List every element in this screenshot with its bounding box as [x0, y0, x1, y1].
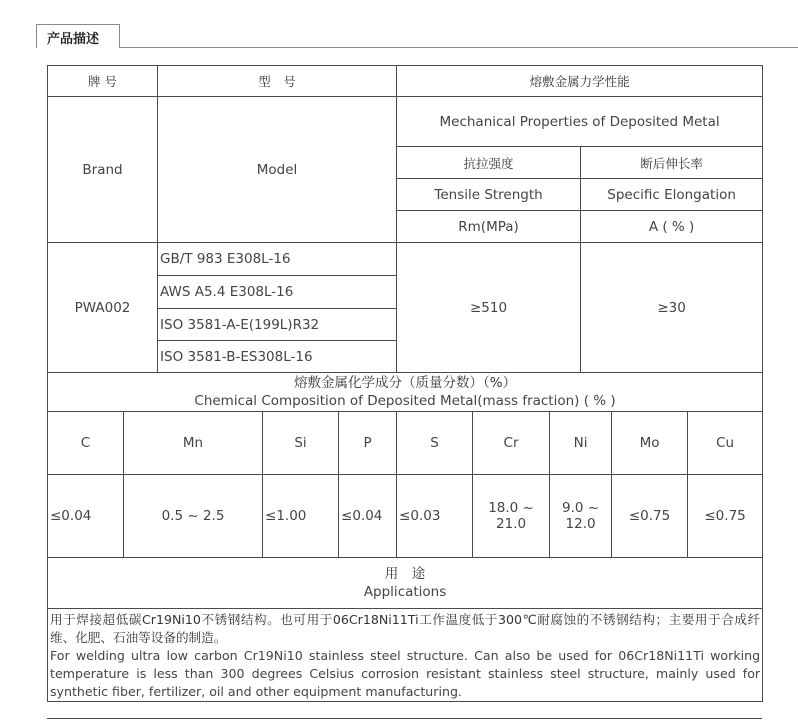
- header-elong-zh: 断后伸长率: [581, 147, 763, 179]
- element-value: ≤0.03: [397, 475, 473, 558]
- header-tensile-zh: 抗拉强度: [397, 147, 581, 179]
- header-brand-en: Brand: [48, 97, 158, 243]
- element-header: Ni: [550, 412, 612, 475]
- element-header: Si: [263, 412, 339, 475]
- model-cell-2: AWS A5.4 E308L-16: [158, 276, 397, 309]
- applications-title-zh: 用 途: [384, 566, 426, 582]
- chem-title-zh: 熔敷金属化学成分（质量分数）（%）: [294, 375, 517, 391]
- model-cell-4: ISO 3581-B-ES308L-16: [158, 341, 397, 373]
- chem-title: [48, 373, 763, 412]
- element-header: C: [48, 412, 124, 475]
- element-header: Cu: [688, 412, 763, 475]
- element-header: Mn: [124, 412, 263, 475]
- element-value: ≤0.75: [612, 475, 688, 558]
- model-cell-3: ISO 3581-A-E(199L)R32: [158, 309, 397, 341]
- header-props-zh: 熔敷金属力学性能: [397, 66, 763, 97]
- applications-title-en: Applications: [363, 584, 447, 600]
- elongation-value: ≥30: [581, 243, 763, 373]
- header-brand-zh: 牌 号: [48, 66, 158, 97]
- tab-divider: [120, 47, 798, 48]
- applications-text-zh: 用于焊接超低碳Cr19Ni10不锈钢结构。也可用于06Cr18Ni11Ti工作温度低于300℃耐腐蚀的不锈钢结构；主要用于合成纤维、化肥、石油等设备的制造。: [50, 612, 761, 645]
- header-model-zh: 型 号: [158, 66, 397, 97]
- spec-table-wrapper: [47, 65, 763, 702]
- brand-cell: PWA002: [48, 243, 158, 373]
- element-value: ≤1.00: [263, 475, 339, 558]
- header-tensile-en: Tensile Strength: [397, 179, 581, 211]
- element-header: P: [339, 412, 397, 475]
- header-tensile-unit: Rm(MPa): [397, 211, 581, 243]
- header-props-en: Mechanical Properties of Deposited Metal: [397, 97, 763, 147]
- spec-table: [47, 65, 763, 702]
- element-value: ≤0.04: [48, 475, 124, 558]
- element-value: ≤0.75: [688, 475, 763, 558]
- tab-product-description[interactable]: 产品描述: [36, 24, 120, 48]
- element-value: ≤0.04: [339, 475, 397, 558]
- chem-title-en: Chemical Composition of Deposited Metal(mass fraction) ( % ): [194, 393, 616, 409]
- applications-text: [48, 609, 763, 702]
- header-elong-en: Specific Elongation: [581, 179, 763, 211]
- bottom-rule: [47, 718, 762, 719]
- header-model-en: Model: [158, 97, 397, 243]
- header-elong-unit: A ( % ): [581, 211, 763, 243]
- element-value: 18.0 ~ 21.0: [473, 475, 550, 558]
- applications-title: [48, 558, 763, 609]
- section-tabbar: [36, 24, 798, 48]
- element-value: 9.0 ~ 12.0: [550, 475, 612, 558]
- element-header: S: [397, 412, 473, 475]
- model-cell-1: GB/T 983 E308L-16: [158, 243, 397, 276]
- tensile-value: ≥510: [397, 243, 581, 373]
- element-value: 0.5 ~ 2.5: [124, 475, 263, 558]
- applications-text-en: For welding ultra low carbon Cr19Ni10 stainless steel structure. Can also be used for 06Cr18Ni11Ti working temperature is less than 300 degrees Celsius corrosion resistant stainless steel structure, mainly used for synthetic fiber, fertilizer, oil and other equipment manufacturing.: [50, 648, 761, 699]
- element-header: Cr: [473, 412, 550, 475]
- element-header: Mo: [612, 412, 688, 475]
